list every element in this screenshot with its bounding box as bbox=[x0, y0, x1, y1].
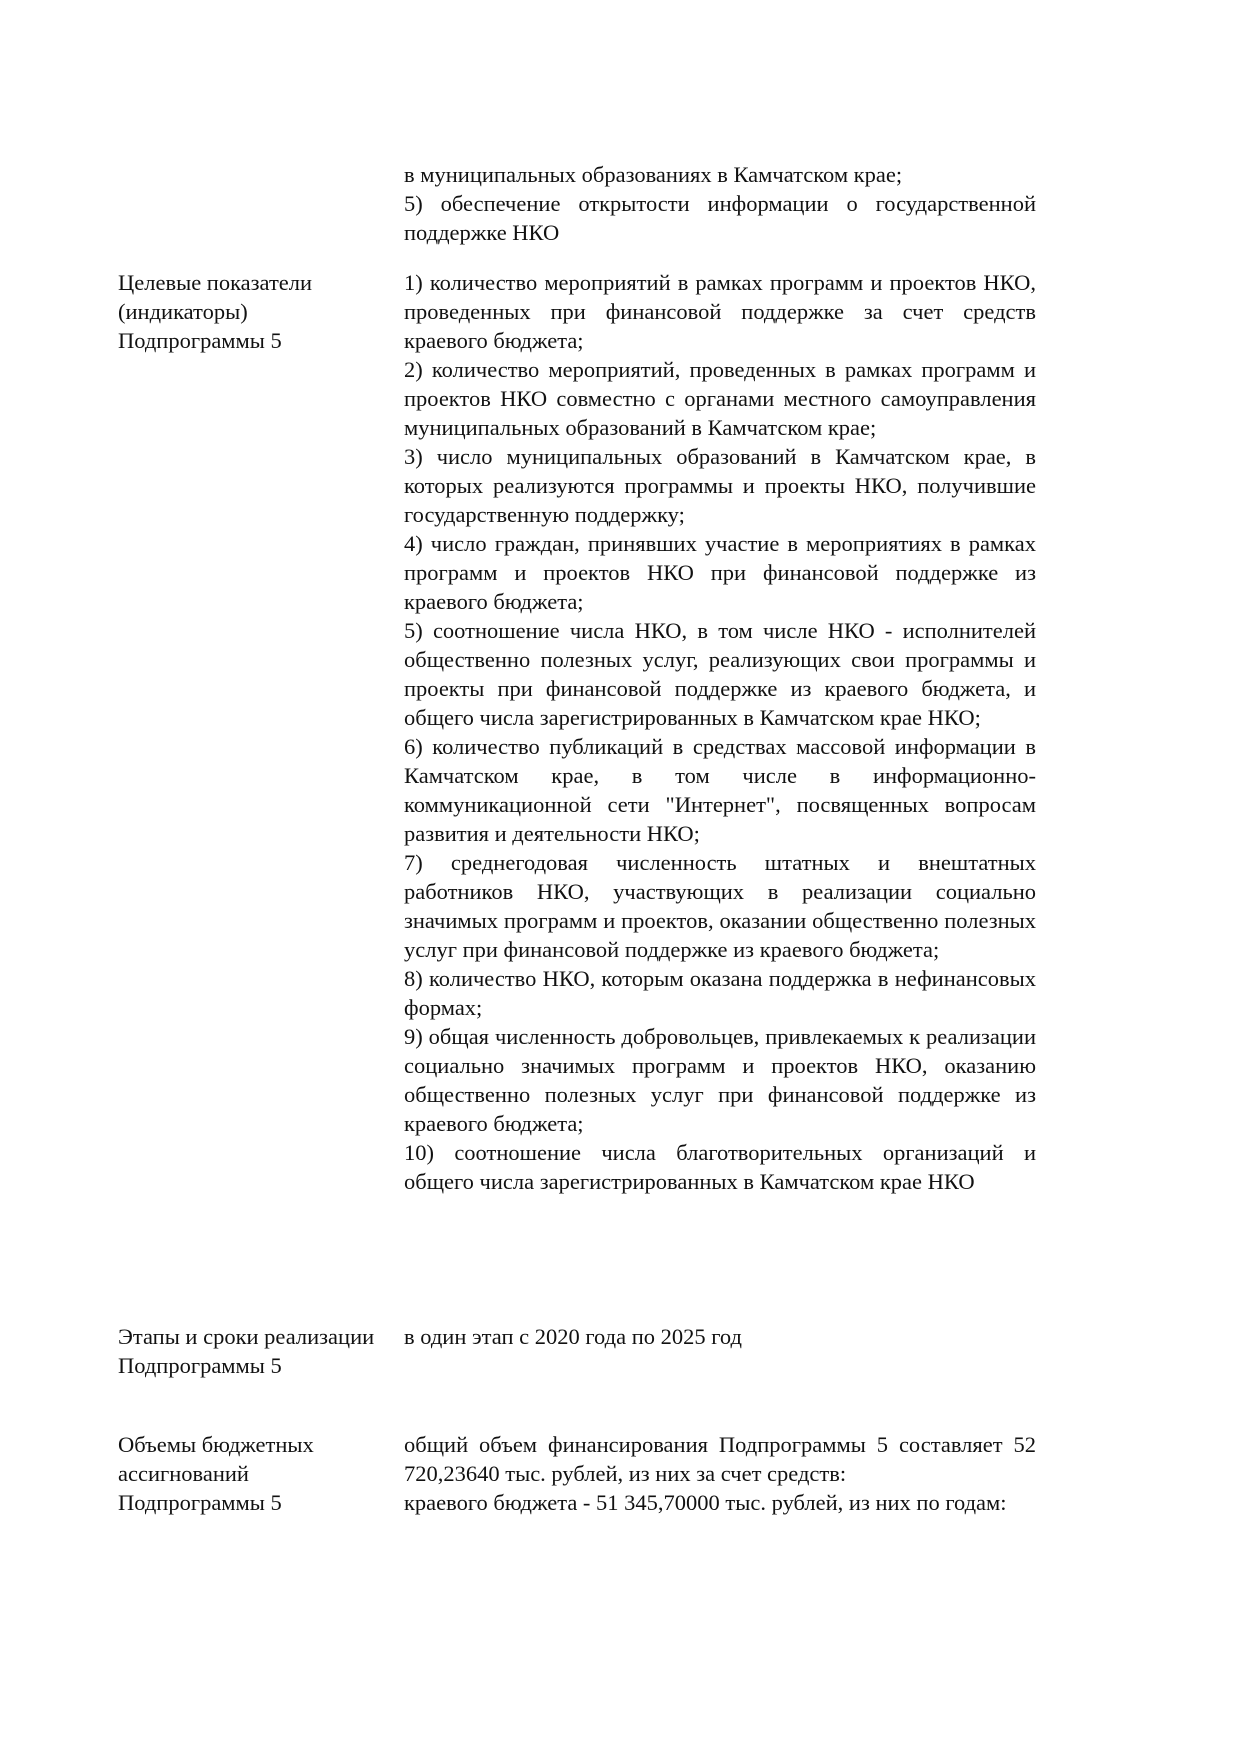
list-item: 7) среднегодовая численность штатных и внештатных работников НКО, участвующих в реализации социально значимых программ и проектов, оказании общественно полезных услуг при финансовой поддержке из краевого бюджета; bbox=[404, 850, 1036, 962]
list-item: в один этап с 2020 года по 2025 год bbox=[404, 1324, 742, 1349]
list-item: 3) число муниципальных образований в Камчатском крае, в которых реализуются программы и проекты НКО, получившие государственную поддержку; bbox=[404, 444, 1036, 527]
list-item: 2) количество мероприятий, проведенных в рамках программ и проектов НКО совместно с органами местного самоуправления муниципальных образований в Камчатском крае; bbox=[404, 357, 1036, 440]
row-label-budget bbox=[118, 1430, 380, 1517]
continuation-line: в муниципальных образованиях в Камчатском крае; bbox=[404, 162, 903, 187]
list-item: общий объем финансирования Подпрограммы 5 составляет 52 720,23640 тыс. рублей, из них за счет средств: bbox=[404, 1432, 1036, 1486]
row-content-stages bbox=[404, 1322, 1036, 1351]
list-item: краевого бюджета - 51 345,70000 тыс. рублей, из них по годам: bbox=[404, 1490, 1007, 1515]
row-label-indicators bbox=[118, 268, 380, 355]
list-item: 6) количество публикаций в средствах массовой информации в Камчатском крае, в том числе в информационно-коммуникационной сети "Интернет", посвященных вопросам развития и деятельности НКО; bbox=[404, 734, 1036, 846]
row-label-stages bbox=[118, 1322, 380, 1380]
list-item: 1) количество мероприятий в рамках программ и проектов НКО, проведенных при финансовой поддержке за счет средств краевого бюджета; bbox=[404, 270, 1036, 353]
list-item: 5) соотношение числа НКО, в том числе НКО - исполнителей общественно полезных услуг, реализующих свои программы и проекты при финансовой поддержке из краевого бюджета, и общего числа зарегистрированных в Камчатском крае НКО; bbox=[404, 618, 1036, 730]
continuation-block bbox=[404, 160, 1036, 247]
list-item: 10) соотношение числа благотворительных организаций и общего числа зарегистрированных в Камчатском крае НКО bbox=[404, 1140, 1036, 1194]
list-item: 9) общая численность добровольцев, привлекаемых к реализации социально значимых программ и проектов НКО, оказанию общественно полезных услуг при финансовой поддержке из краевого бюджета; bbox=[404, 1024, 1036, 1136]
row-content-budget bbox=[404, 1430, 1036, 1517]
row-content-indicators bbox=[404, 268, 1036, 1196]
list-item: 4) число граждан, принявших участие в мероприятиях в рамках программ и проектов НКО при финансовой поддержке из краевого бюджета; bbox=[404, 531, 1036, 614]
continuation-line: 5) обеспечение открытости информации о государственной поддержке НКО bbox=[404, 191, 1036, 245]
row-label: Объемы бюджетных ассигнований Подпрограммы 5 bbox=[118, 1432, 314, 1515]
row-label: Целевые показатели (индикаторы) Подпрограммы 5 bbox=[118, 270, 313, 353]
list-item: 8) количество НКО, которым оказана поддержка в нефинансовых формах; bbox=[404, 966, 1036, 1020]
row-label: Этапы и сроки реализации Подпрограммы 5 bbox=[118, 1324, 375, 1378]
